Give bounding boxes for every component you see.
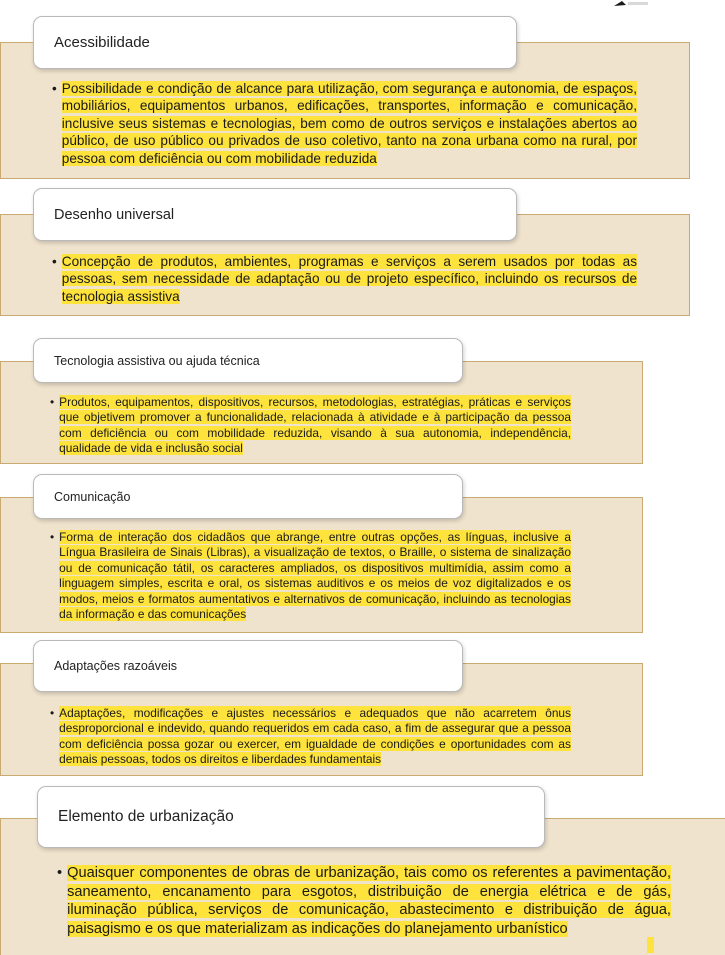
- section-title: Tecnologia assistiva ou ajuda técnica: [54, 353, 260, 368]
- definition-text-highlighted: Concepção de produtos, ambientes, programas e serviços a serem usados por todas as pessoas, sem necessidade de adaptação ou de projeto específico, incluindo os recursos de tecnologia assistiva: [61, 254, 637, 304]
- definition-text: [57, 864, 671, 938]
- definition-text-highlighted: Forma de interação dos cidadãos que abrange, entre outras opções, as línguas, inclusive a Língua Brasileira de Sinais (Libras), a visualização de textos, o Braille, o sistema de sinalização ou de comunicação tátil, os caracteres ampliados, os dispositivos multimídia, assim como a linguagem simples, escrita e oral, os sistemas auditivos e os meios de voz digitalizados e os modos, meios e formatos aumentativos e alternativos de comunicação, incluindo as tecnologias da informação e das comunicações: [59, 530, 571, 622]
- definition-text: [50, 706, 571, 768]
- section-title: Elemento de urbanização: [58, 808, 234, 825]
- bullet-icon: •: [50, 395, 55, 409]
- section-title-tab: [33, 338, 463, 383]
- highlight-marker: [647, 937, 654, 953]
- definition-text-highlighted: Adaptações, modificações e ajustes necessários e adequados que não acarretem ônus desproporcional e indevido, quando requeridos em cada caso, a fim de assegurar que a pessoa com deficiência possa gozar ou exercer, em igualdade de condições e oportunidades com as demais pessoas, todos os direitos e liberdades fundamentais: [59, 706, 571, 767]
- section-title: Acessibilidade: [54, 34, 150, 51]
- definition-text-highlighted: Possibilidade e condição de alcance para utilização, com segurança e autonomia, de espaços, mobiliários, equipamentos urbanos, edificações, transportes, informação e comunicação, inclusive seus sistemas e tecnologias, bem como de outros serviços e instalações abertos ao público, de uso público ou privados de uso coletivo, tanto na zona urbana como na rural, por pessoa com deficiência ou com mobilidade reduzida: [61, 81, 637, 166]
- definition-text: [50, 395, 571, 457]
- section-title-tab: [33, 474, 463, 519]
- logo-fragment-icon: [612, 0, 652, 8]
- definition-text: [52, 253, 637, 305]
- section-title: Comunicação: [54, 489, 131, 504]
- bullet-icon: •: [52, 81, 57, 96]
- definition-text-highlighted: Quaisquer componentes de obras de urbanização, tais como os referentes a pavimentação, saneamento, encanamento para esgotos, distribuição de energia elétrica e de gás, iluminação pública, serviços de comunicação, abastecimento e distribuição de água, paisagismo e os que materializam as indicações do planejamento urbanístico: [67, 865, 671, 937]
- definition-text: [50, 530, 571, 622]
- bullet-icon: •: [50, 530, 55, 544]
- definition-text-highlighted: Produtos, equipamentos, dispositivos, recursos, metodologias, estratégias, práticas e serviços que objetivem promover a funcionalidade, relacionada à atividade e à participação da pessoa com deficiência ou com mobilidade reduzida, visando à sua autonomia, independência, qualidade de vida e inclusão social: [59, 395, 571, 456]
- bullet-icon: •: [57, 865, 63, 881]
- bullet-icon: •: [52, 254, 57, 269]
- section-title: Desenho universal: [54, 206, 175, 223]
- section-title-tab: [37, 786, 545, 848]
- bullet-icon: •: [50, 706, 55, 720]
- section-title: Adaptações razoáveis: [54, 659, 177, 673]
- section-title-tab: [33, 188, 517, 241]
- definition-text: [52, 80, 637, 167]
- section-title-tab: [33, 640, 463, 692]
- section-title-tab: [33, 16, 517, 69]
